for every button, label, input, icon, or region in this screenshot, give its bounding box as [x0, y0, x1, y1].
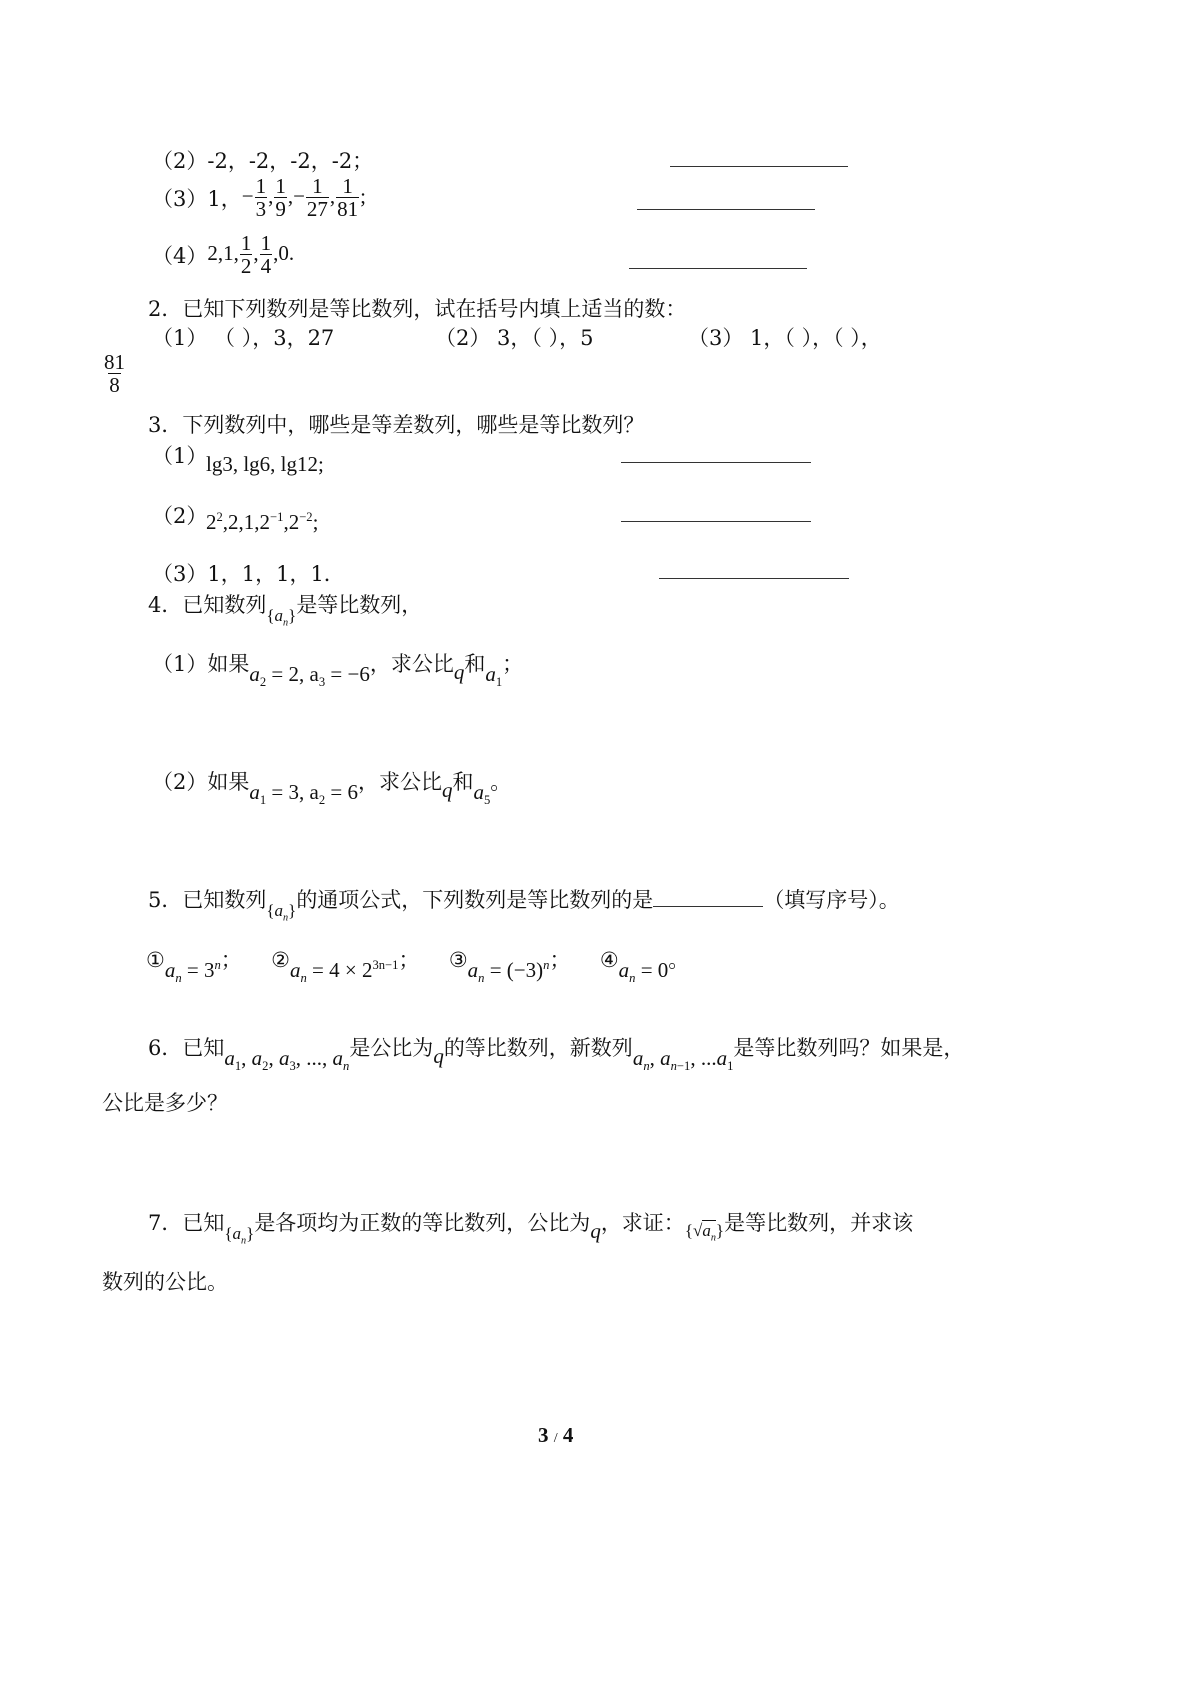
q1-item-4-label: （4） [152, 244, 208, 268]
q7-line-2: 数列的公比。 [102, 1270, 228, 1294]
q5-option-3: $③a_n = (-3)^n$； [448, 948, 571, 986]
q1-item-3-seq: − $\frac{1}{3}$ , $\frac{1}{9}$ ,− $\frac{1}{27}$ , $\frac{1}{81}$ ; [241, 174, 367, 221]
q5-option-2: $②a_n = 4 \times 2^{3n-1}$； [271, 948, 420, 986]
q7-line-1: 7．已知$_{\{a_n\}}$是各项均为正数的等比数列，公比为q，求证：$_{\{√a_n\}}$是等比数列，并求该 [148, 1211, 914, 1247]
answer-blank-q1-3[interactable] [637, 209, 815, 210]
q1-item-4-seq: 2,1, $\frac{1}{2}$ , $\frac{1}{4}$ ,0. [207, 231, 295, 278]
q4-part-2: （2）如果$a_1 = 3$, $a_2 = 6$，求公比q和$a_5$。 [152, 770, 512, 808]
q2-part-1: （1） （ ），3，27 [152, 326, 335, 350]
q3-label-2: （2） [152, 504, 208, 528]
q3-title: 3．下列数列中，哪些是等差数列，哪些是等比数列？ [148, 413, 645, 437]
answer-blank-q1-2[interactable] [670, 166, 848, 167]
q5-title: 5．已知数列$_{\{a_n\}}$的通项公式，下列数列是等比数列的是 （填写序号）。 [148, 888, 900, 924]
q4-part-1: （1）如果$a_2 = 2$, $a_3 = -6$，求公比q和$a_1$； [152, 652, 524, 690]
q4-title: 4．已知数列$_{\{a_n\}}$是等比数列， [148, 593, 423, 629]
q5-options [146, 944, 689, 986]
q5-option-1: $①a_n = 3^n$； [146, 948, 242, 986]
q1-item-2: （2）-2，-2，-2，-2； [152, 149, 374, 173]
answer-blank-q3-1[interactable] [621, 462, 811, 463]
q5-option-4: $④a_n = 0$。 [599, 948, 690, 986]
page-number: 3 / 4 [538, 1423, 574, 1447]
answer-blank-q5[interactable] [653, 888, 763, 907]
q6-line-1: 6．已知$a_1$, $a_2$, $a_3$, ..., $a_n$是公比为q的等比数列，新数列$a_n$, $a_{n-1}$, $...a_1$是等比数列吗？如果是， [148, 1036, 965, 1074]
q2-part-2: （2） 3，（ ），5 [435, 326, 594, 350]
answer-blank-q3-2[interactable] [621, 521, 811, 522]
q1-item-3-label: （3）1， [152, 187, 242, 211]
q2-part-3: （3） 1，（ ），（ ）， [688, 326, 882, 350]
q1-item-3 [152, 176, 366, 220]
q2-tail-fraction: $\frac{81}{8}$ [104, 350, 125, 397]
q2-title: 2．已知下列数列是等比数列，试在括号内填上适当的数： [148, 297, 687, 321]
q3-expr-1: lg3, lg6, lg12; [206, 452, 324, 476]
q1-item-4 [152, 233, 294, 277]
q6-line-2: 公比是多少？ [102, 1091, 228, 1115]
sqrt-an-set: {√an} [684, 1221, 725, 1244]
answer-blank-q1-4[interactable] [629, 268, 807, 269]
q3-label-1: （1） [152, 444, 208, 468]
q3-expr-2: $2^2,2,1,2^{-1},2^{-2}$; [206, 510, 319, 534]
answer-blank-q3-3[interactable] [659, 578, 849, 579]
q3-label-3: （3）1，1，1，1． [152, 562, 345, 586]
